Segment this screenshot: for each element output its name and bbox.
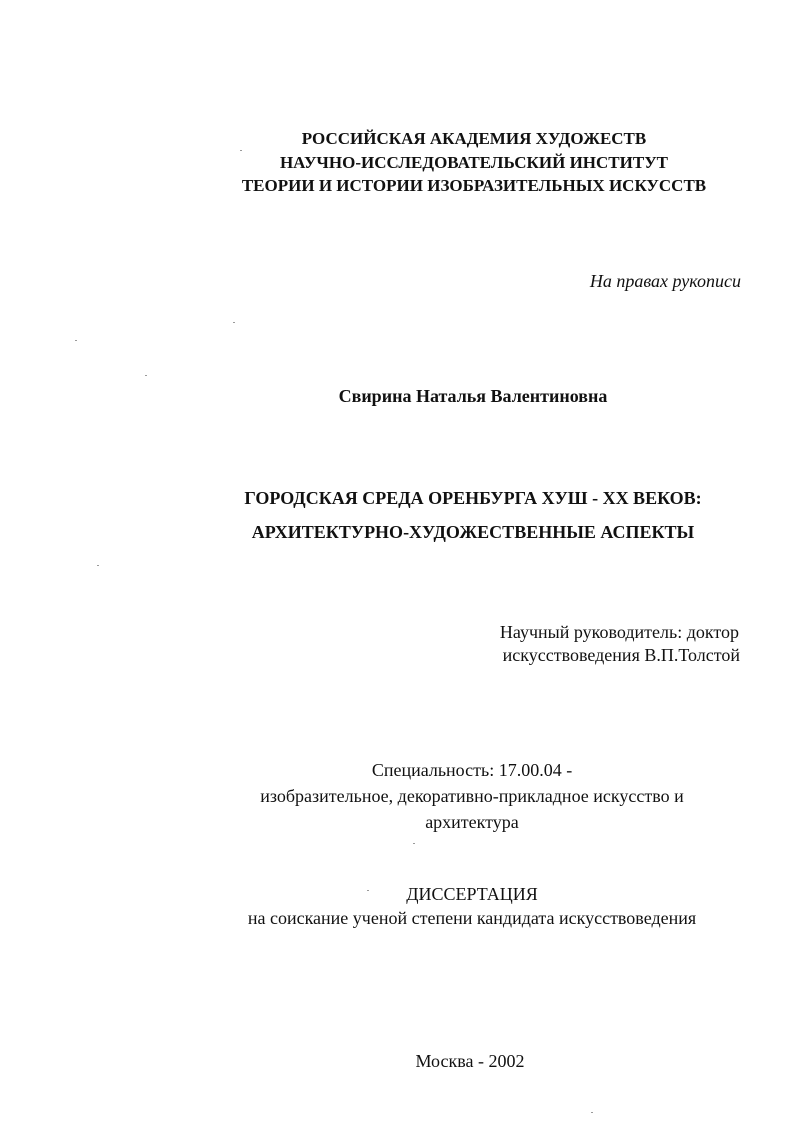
manuscript-status: На правах рукописи	[589, 271, 741, 291]
scan-speck	[367, 890, 369, 891]
supervisor-line-2: искусствоведения В.П.Толстой	[502, 645, 740, 665]
scan-speck	[145, 375, 147, 376]
degree-description: на соискание ученой степени кандидата искусствоведения	[247, 908, 697, 928]
scan-speck	[233, 322, 235, 323]
scan-speck	[75, 340, 77, 341]
organization-line-1: РОССИЙСКАЯ АКАДЕМИЯ ХУДОЖЕСТВ	[301, 129, 647, 148]
dissertation-title-line-1: ГОРОДСКАЯ СРЕДА ОРЕНБУРГА ХУШ - XX ВЕКОВ:	[244, 488, 702, 508]
author-name: Свирина Наталья Валентиновна	[338, 386, 608, 406]
specialty-line-2: изобразительное, декоративно-прикладное искусство и	[260, 786, 684, 806]
dissertation-label: ДИССЕРТАЦИЯ	[406, 884, 538, 904]
scan-speck	[591, 1112, 593, 1113]
specialty-line-1: Специальность: 17.00.04 -	[371, 760, 573, 780]
city-year: Москва - 2002	[415, 1051, 525, 1071]
organization-line-2: НАУЧНО-ИССЛЕДОВАТЕЛЬСКИЙ ИНСТИТУТ	[279, 153, 669, 172]
dissertation-title-line-2: АРХИТЕКТУРНО-ХУДОЖЕСТВЕННЫЕ АСПЕКТЫ	[251, 522, 695, 542]
scan-speck	[413, 843, 415, 844]
organization-line-3: ТЕОРИИ И ИСТОРИИ ИЗОБРАЗИТЕЛЬНЫХ ИСКУССТВ	[241, 176, 707, 195]
supervisor-line-1: Научный руководитель: доктор	[499, 622, 739, 642]
specialty-line-3: архитектура	[425, 812, 519, 832]
scan-speck	[240, 150, 242, 151]
scan-speck	[97, 565, 99, 566]
